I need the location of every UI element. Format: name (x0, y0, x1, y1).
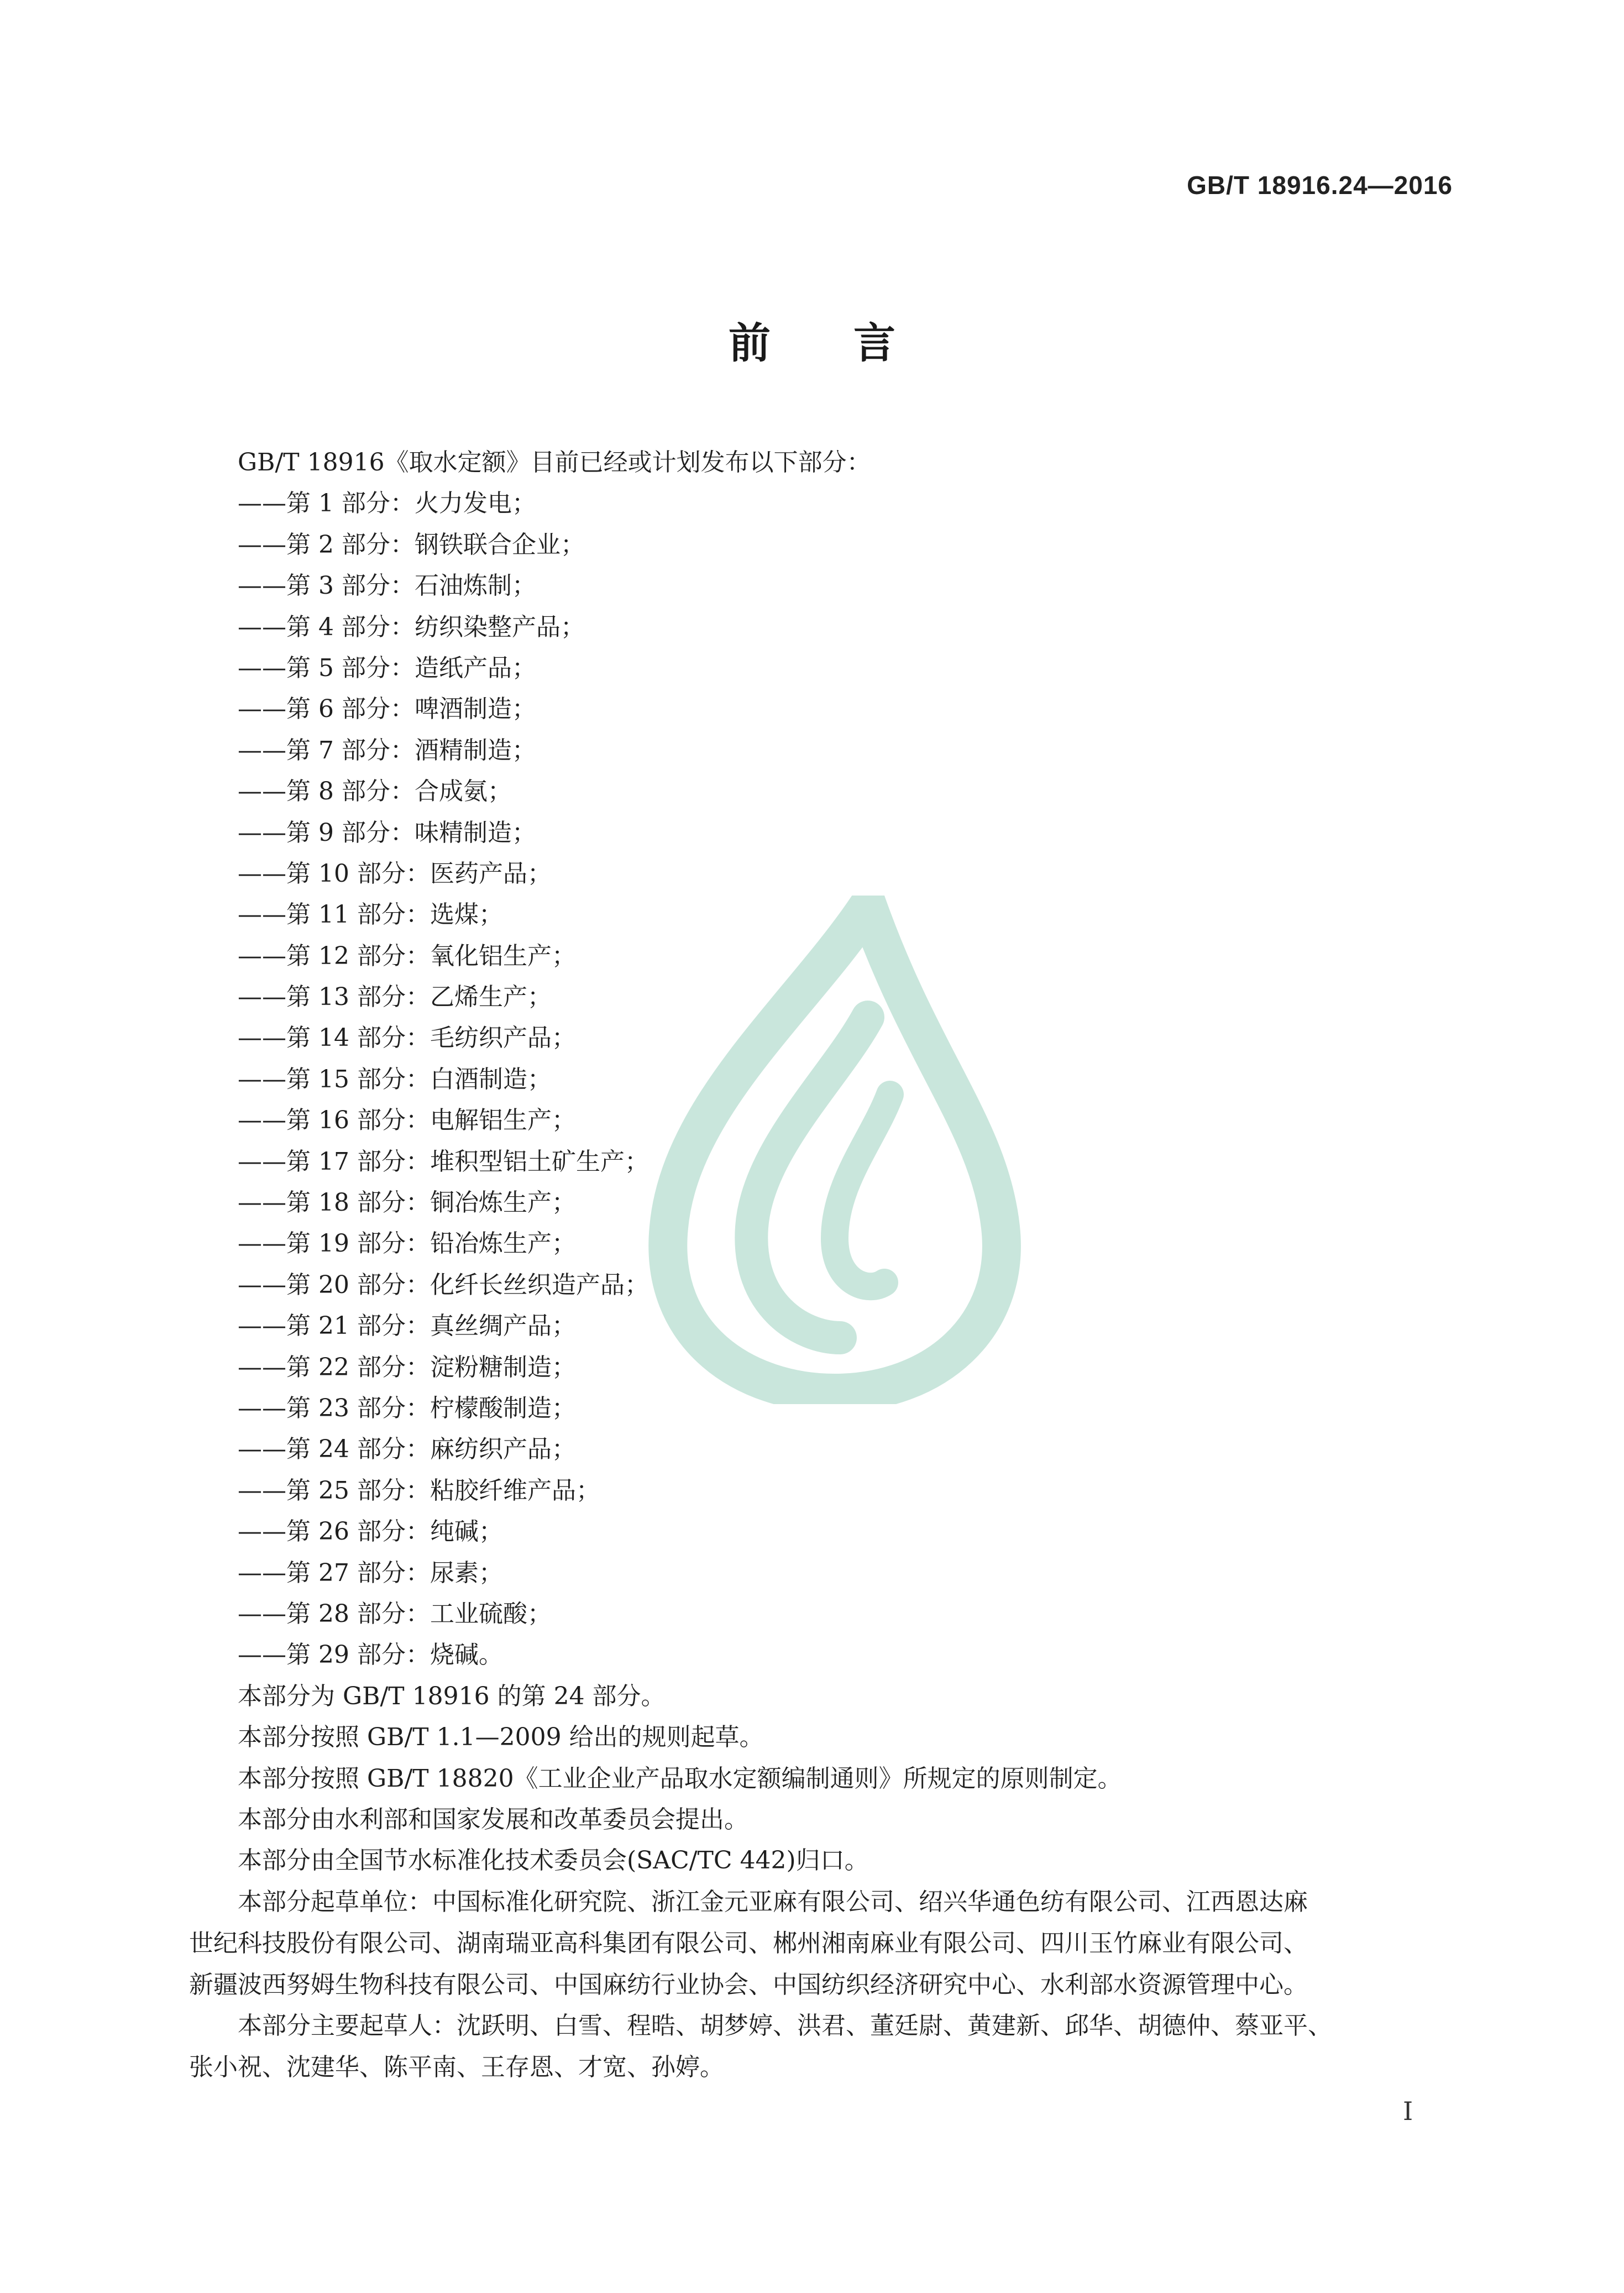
part-item: ——第 11 部分：选煤； (238, 901, 503, 929)
part-item: ——第 6 部分：啤酒制造； (238, 695, 536, 724)
part-item: ——第 1 部分：火力发电； (238, 489, 536, 518)
part-item: ——第 3 部分：石油炼制； (238, 572, 536, 600)
statements-list (238, 1676, 1459, 1882)
part-item: ——第 18 部分：铜冶炼生产； (238, 1189, 576, 1217)
part-item: ——第 7 部分：酒精制造； (238, 736, 536, 765)
drafters-paragraph (189, 2006, 1459, 2088)
drafting-units-line: 世纪科技股份有限公司、湖南瑞亚高科集团有限公司、郴州湘南麻业有限公司、四川玉竹麻业有限公司、 (189, 1929, 1308, 1958)
statement-line: 本部分为 GB/T 18916 的第 24 部分。 (238, 1682, 666, 1710)
drafting-units-line: 本部分起草单位：中国标准化研究院、浙江金元亚麻有限公司、绍兴华通色纺有限公司、江西恩达麻 (238, 1887, 1308, 1916)
part-item: ——第 8 部分：合成氨； (238, 777, 512, 806)
part-item: ——第 19 部分：铅冶炼生产； (238, 1229, 576, 1258)
part-item: ——第 17 部分：堆积型铝土矿生产； (238, 1147, 649, 1176)
part-item: ——第 15 部分：白酒制造； (238, 1065, 552, 1093)
drafters-line: 本部分主要起草人：沈跃明、白雪、程晧、胡梦婷、洪君、董廷尉、黄建新、邱华、胡德仲、蔡亚平、 (238, 2012, 1332, 2040)
part-item: ——第 12 部分：氧化铝生产； (238, 941, 576, 970)
part-item: ——第 14 部分：毛纺织产品； (238, 1024, 576, 1053)
body-text (189, 442, 1459, 2088)
statement-line: 本部分按照 GB/T 18820《工业企业产品取水定额编制通则》所规定的原则制定。 (238, 1764, 1122, 1793)
parts-list (238, 483, 1459, 1676)
part-item: ——第 29 部分：烧碱。 (238, 1641, 503, 1669)
part-item: ——第 9 部分：味精制造； (238, 818, 536, 847)
part-item: ——第 23 部分：柠檬酸制造； (238, 1394, 576, 1422)
part-item: ——第 25 部分：粘胶纤维产品； (238, 1476, 600, 1505)
part-item: ——第 21 部分：真丝绸产品； (238, 1312, 576, 1341)
part-item: ——第 26 部分：纯碱； (238, 1517, 503, 1546)
part-item: ——第 13 部分：乙烯生产； (238, 983, 552, 1012)
part-item: ——第 10 部分：医药产品； (238, 859, 552, 888)
statement-line: 本部分由水利部和国家发展和改革委员会提出。 (238, 1805, 748, 1834)
statement-line: 本部分由全国节水标准化技术委员会(SAC/TC 442)归口。 (238, 1846, 869, 1875)
drafting-units-line: 新疆波西努姆生物科技有限公司、中国麻纺行业协会、中国纺织经济研究中心、水利部水资源管理中心。 (189, 1971, 1308, 1999)
part-item: ——第 16 部分：电解铝生产； (238, 1106, 576, 1135)
part-item: ——第 22 部分：淀粉糖制造； (238, 1353, 576, 1381)
part-item: ——第 5 部分：造纸产品； (238, 653, 536, 682)
part-item: ——第 20 部分：化纤长丝织造产品； (238, 1270, 649, 1299)
part-item: ——第 24 部分：麻纺织产品； (238, 1435, 576, 1464)
page-title: 前言 (729, 318, 978, 368)
part-item: ——第 28 部分：工业硫酸； (238, 1599, 552, 1628)
part-item: ——第 27 部分：尿素； (238, 1558, 503, 1587)
part-item: ——第 2 部分：钢铁联合企业； (238, 530, 585, 559)
standard-code: GB/T 18916.24—2016 (1187, 171, 1453, 200)
page-number: I (1403, 2096, 1413, 2126)
drafters-line: 张小祝、沈建华、陈平南、王存恩、才宽、孙婷。 (189, 2053, 724, 2082)
intro-line: GB/T 18916《取水定额》目前已经或计划发布以下部分： (238, 448, 871, 477)
statement-line: 本部分按照 GB/T 1.1—2009 给出的规则起草。 (238, 1723, 764, 1752)
drafting-units-paragraph (189, 1882, 1459, 2006)
part-item: ——第 4 部分：纺织染整产品； (238, 612, 585, 641)
